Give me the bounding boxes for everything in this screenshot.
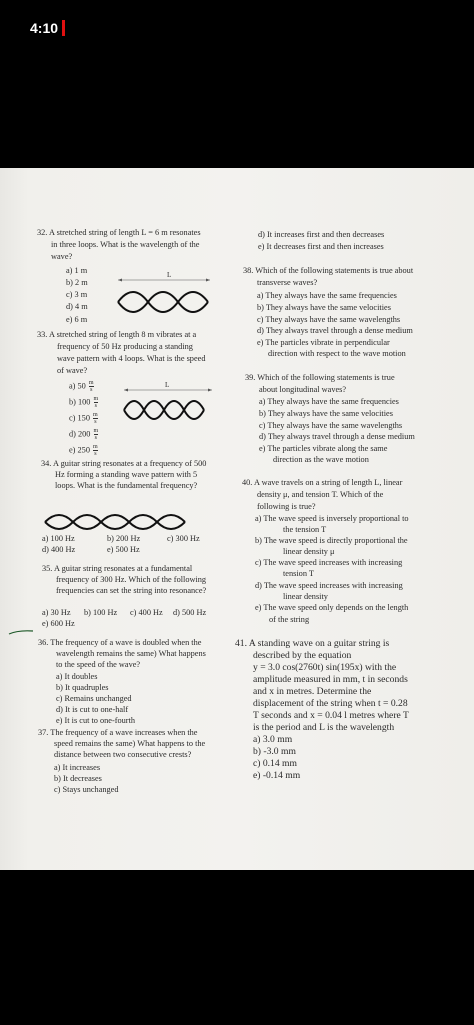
q41-line: T seconds and x = 0.04 l metres where T [253, 710, 409, 721]
q33-option-a: a) 50 $\frac{m}{s}$ [69, 380, 94, 393]
q38-option: e) The particles vibrate in perpendicular [257, 338, 390, 347]
q35-option: c) 400 Hz [130, 608, 163, 617]
q34-option: b) 200 Hz [107, 534, 141, 543]
q40-option: a) The wave speed is inversely proportional to [255, 514, 409, 523]
q41-option: a) 3.0 mm [253, 734, 293, 745]
q33-line: wave pattern with 4 loops. What is the speed [57, 354, 206, 363]
q37-option: e) It decreases first and then increases [258, 242, 384, 251]
q38-option: d) They always travel through a dense medium [257, 326, 413, 335]
q41-line: displacement of the string when t = 0.28 [253, 698, 408, 709]
q32-option: e) 6 m [66, 315, 88, 324]
q35-option: b) 100 Hz [84, 608, 118, 617]
q33-option-d: d) 200 $\frac{m}{s}$ [69, 428, 99, 441]
q36-option: c) Remains unchanged [56, 694, 132, 703]
q32-line: wave? [51, 252, 73, 261]
q38-line: transverse waves? [257, 278, 318, 287]
q41-line: and x in metres. Determine the [253, 686, 372, 697]
q38-line: 38. Which of the following statements is true about [243, 266, 414, 275]
q39-line: about longitudinal waves? [259, 385, 347, 394]
q33-figure-label: L [165, 381, 170, 389]
q39-option: c) They always have the same wavelengths [259, 421, 403, 430]
q33-line: of wave? [57, 366, 88, 375]
q32-option: a) 1 m [66, 266, 88, 275]
q40-option: the tension T [283, 525, 327, 534]
q41-line: described by the equation [253, 650, 352, 661]
status-bar [30, 20, 65, 36]
q40-option: linear density μ [283, 547, 335, 556]
q40-option: linear density [283, 592, 328, 601]
q40-option: of the string [269, 615, 310, 624]
q38-option: b) They always have the same velocities [257, 303, 391, 312]
q40-line: following is true? [257, 502, 316, 511]
q37-option: a) It increases [54, 763, 101, 772]
q34-line: loops. What is the fundamental frequency? [55, 481, 198, 490]
q38-option: direction with respect to the wave motion [268, 349, 406, 358]
q37-line: 37. The frequency of a wave increases when the [38, 728, 198, 737]
pencil-mark-icon [8, 629, 34, 635]
q35-line: frequency of 300 Hz. Which of the following [56, 575, 207, 584]
q32-option: b) 2 m [66, 278, 88, 287]
q37-line: speed remains the same) What happens to the [54, 739, 206, 748]
q33-line: frequency of 50 Hz producing a standing [57, 342, 193, 351]
q36-line: wavelength remains the same) What happens [56, 649, 206, 658]
q37-option: d) It increases first and then decreases [258, 230, 385, 239]
q39-option: d) They always travel through a dense medium [259, 432, 415, 441]
q39-option: a) They always have the same frequencies [259, 397, 399, 406]
q35-option: e) 600 Hz [42, 619, 75, 628]
q41-line: amplitude measured in mm, t in seconds [253, 674, 408, 685]
recording-indicator-icon [62, 20, 65, 36]
q41-line: 41. A standing wave on a guitar string is [235, 638, 390, 649]
q41-option: e) -0.14 mm [253, 770, 301, 781]
q32-line: 32. A stretched string of length L = 6 m resonates [37, 228, 201, 237]
q41-option: b) -3.0 mm [253, 746, 296, 757]
q35-option: d) 500 Hz [173, 608, 207, 617]
q40-line: 40. A wave travels on a string of length L, linear [242, 478, 403, 487]
q36-option: e) It is cut to one-fourth [56, 716, 136, 725]
q35-line: 35. A guitar string resonates at a fundamental [42, 564, 193, 573]
q41-option: c) 0.14 mm [253, 758, 297, 769]
q38-option: a) They always have the same frequencies [257, 291, 397, 300]
q32-standing-wave-figure [116, 278, 212, 318]
q38-option: c) They always have the same wavelengths [257, 315, 401, 324]
q39-option: direction as the wave motion [273, 455, 369, 464]
q33-line: 33. A stretched string of length 8 m vibrates at a [37, 330, 197, 339]
q37-option: b) It decreases [54, 774, 102, 783]
q32-option: d) 4 m [66, 302, 88, 311]
q40-option: b) The wave speed is directly proportional the [255, 536, 408, 545]
q36-line: 36. The frequency of a wave is doubled when the [38, 638, 202, 647]
q36-line: to the speed of the wave? [56, 660, 141, 669]
q36-option: a) It doubles [56, 672, 98, 681]
q34-line: 34. A guitar string resonates at a frequency of 500 [41, 459, 207, 468]
q37-option: c) Stays unchanged [54, 785, 119, 794]
q35-option: a) 30 Hz [42, 608, 71, 617]
q35-line: frequencies can set the string into resonance? [56, 586, 207, 595]
q40-option: d) The wave speed increases with increasing [255, 581, 403, 590]
q36-option: b) It quadruples [56, 683, 109, 692]
q34-option: c) 300 Hz [167, 534, 200, 543]
q34-standing-wave-figure [43, 510, 193, 534]
q39-option: e) The particles vibrate along the same [259, 444, 388, 453]
q39-option: b) They always have the same velocities [259, 409, 393, 418]
left-column [0, 168, 237, 870]
q32-line: in three loops. What is the wavelength of the [51, 240, 200, 249]
q40-option: c) The wave speed increases with increasing [255, 558, 403, 567]
q32-figure-label: L [167, 271, 172, 279]
q41-line: y = 3.0 cos(2760t) sin(195x) with the [253, 662, 397, 673]
q34-option: d) 400 Hz [42, 545, 76, 554]
q41-line: is the period and L is the wavelength [253, 722, 395, 733]
q40-option: e) The wave speed only depends on the length [255, 603, 409, 612]
q32-option: c) 3 m [66, 290, 88, 299]
q33-option-c: c) 150 $\frac{m}{s}$ [69, 412, 98, 425]
q33-option-b: b) 100 $\frac{m}{s}$ [69, 396, 99, 409]
q33-option-e: e) 250 $\frac{m}{s}$ [69, 444, 98, 457]
q36-option: d) It is cut to one-half [56, 705, 129, 714]
q34-option: e) 500 Hz [107, 545, 140, 554]
q34-option: a) 100 Hz [42, 534, 75, 543]
q37-line: distance between two consecutive crests? [54, 750, 192, 759]
status-time: 4:10 [30, 20, 59, 36]
q39-line: 39. Which of the following statements is true [245, 373, 395, 382]
right-column [237, 168, 474, 870]
q33-standing-wave-figure [122, 388, 214, 424]
q40-line: density μ, and tension T. Which of the [257, 490, 384, 499]
q40-option: tension T [283, 569, 314, 578]
q34-line: Hz forming a standing wave pattern with 5 [55, 470, 198, 479]
exam-page [0, 168, 474, 870]
